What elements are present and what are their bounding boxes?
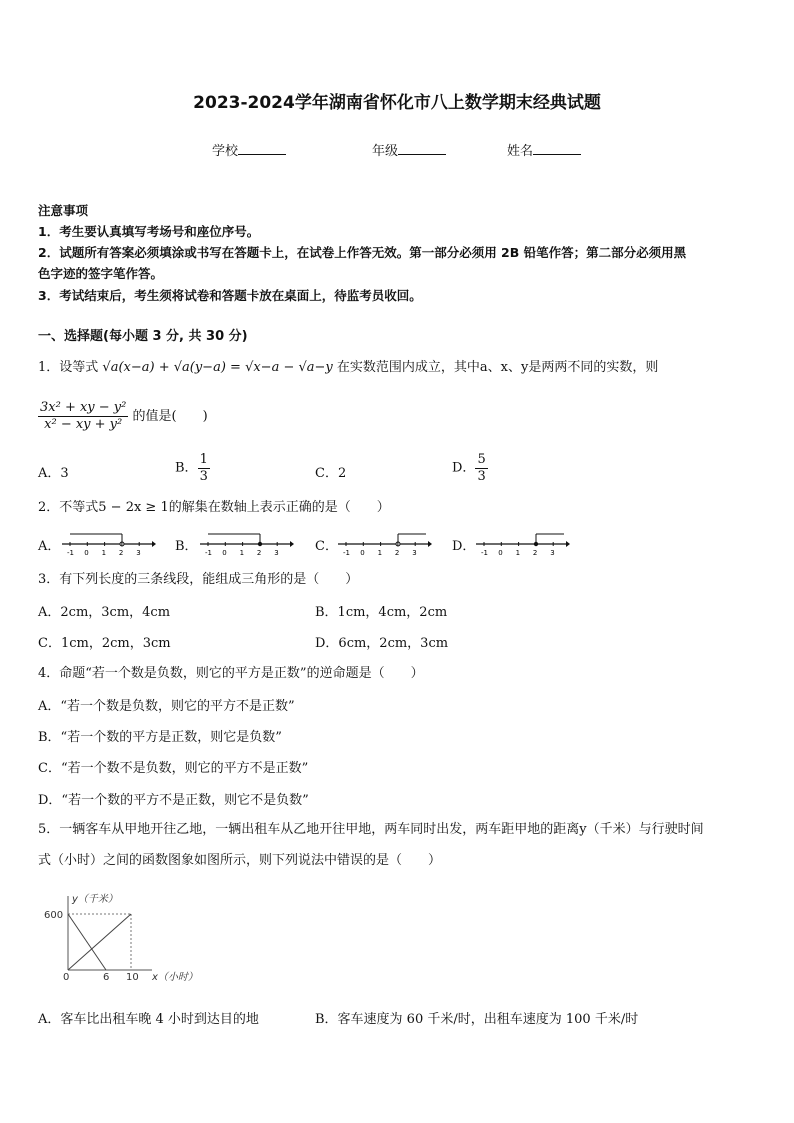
q1-option-c[interactable] <box>315 462 346 481</box>
number-line-tick-label: 2 <box>256 549 262 557</box>
notes-heading: 注意事项 <box>38 203 89 218</box>
grade-label: 年级 <box>372 144 399 159</box>
name-field[interactable] <box>507 140 581 159</box>
option-label: B． <box>175 539 198 554</box>
q4-option-a[interactable]: A．“若一个数是负数，则它的平方不是正数” <box>38 699 295 714</box>
q5-option-a[interactable]: A．客车比出租车晚 4 小时到达目的地 <box>38 1012 259 1027</box>
q1-fraction <box>38 400 128 433</box>
school-label: 学校 <box>212 144 239 159</box>
number-line-tick-label: 3 <box>274 549 279 557</box>
number-line-c <box>336 529 432 557</box>
number-line-tick-label: -1 <box>343 549 350 557</box>
number-line-tick-label: -1 <box>67 549 74 557</box>
grade-blank[interactable] <box>398 142 446 155</box>
graph-x-tick-10: 10 <box>126 972 139 983</box>
option-fraction-numerator: 1 <box>199 452 208 467</box>
question-1-stem <box>38 358 658 378</box>
number-line-tick-label: -1 <box>481 549 488 557</box>
number-line-tick-label: -1 <box>205 549 212 557</box>
question-1-fraction <box>38 400 208 433</box>
q1-option-d[interactable] <box>452 452 488 485</box>
name-blank[interactable] <box>533 142 581 155</box>
q3-option-d[interactable]: D．6cm，2cm，3cm <box>315 636 449 651</box>
option-fraction <box>475 452 487 485</box>
q4-option-d[interactable]: D．“若一个数的平方不是正数，则它不是负数” <box>38 793 309 808</box>
q4-option-c[interactable]: C．“若一个数不是负数，则它的平方不是正数” <box>38 761 309 776</box>
number-line-tick-label: 3 <box>412 549 417 557</box>
q3-option-c[interactable]: C．1cm，2cm，3cm <box>38 636 171 651</box>
note-item: 1．考生要认真填写考场号和座位序号。 <box>38 224 260 239</box>
note-item: 3．考试结束后，考生须将试卷和答题卡放在桌面上，待监考员收回。 <box>38 288 422 303</box>
q1-equation-left: √a(x−a) + √a(y−a) <box>102 360 226 375</box>
q2-option-d[interactable] <box>452 535 475 554</box>
note-item: 2．试题所有答案必须填涂或书写在答题卡上，在试卷上作答无效。第一部分必须用 2B 铅笔作答；第二部分必须用黑 <box>38 245 687 260</box>
option-label: A． <box>38 539 61 554</box>
question-5-stem-line1: 5．一辆客车从甲地开往乙地，一辆出租车从乙地开往甲地，两车同时出发，两车距甲地的距离y（千米）与行驶时间 <box>38 822 704 837</box>
question-4-stem: 4．命题“若一个数是负数，则它的平方是正数”的逆命题是（ ） <box>38 666 424 681</box>
q3-option-a[interactable]: A．2cm，3cm，4cm <box>38 605 171 620</box>
option-label: D． <box>452 460 476 476</box>
q1-equation-right: = √x−a − √a−y <box>230 360 333 375</box>
number-line-tick-label: 0 <box>222 549 227 557</box>
section-heading: 一、选择题(每小题 3 分, 共 30 分) <box>38 329 248 344</box>
q2-option-c[interactable] <box>315 535 338 554</box>
option-fraction-denominator: 3 <box>199 469 208 484</box>
question-3-stem: 3．有下列长度的三条线段，能组成三角形的是（ ） <box>38 572 359 587</box>
q4-option-b[interactable]: B．“若一个数的平方是正数，则它是负数” <box>38 730 282 745</box>
number-line-tick-label: 2 <box>394 549 400 557</box>
question-5-stem-line2: 式（小时）之间的函数图象如图所示，则下列说法中错误的是（ ） <box>38 853 442 868</box>
number-line-tick-label: 3 <box>136 549 141 557</box>
graph-y-tick: 600 <box>44 910 64 921</box>
option-fraction <box>198 452 210 485</box>
number-line-a <box>60 529 156 557</box>
number-line-tick-label: 1 <box>515 549 521 557</box>
option-label: C． <box>315 466 338 481</box>
distance-time-graph <box>40 890 220 990</box>
number-line-tick-label: 1 <box>101 549 107 557</box>
number-line-tick-label: 1 <box>239 549 245 557</box>
taxi-line <box>68 914 106 970</box>
option-fraction-denominator: 3 <box>477 469 486 484</box>
grade-field[interactable] <box>372 140 446 159</box>
school-blank[interactable] <box>238 142 286 155</box>
q2-option-a[interactable] <box>38 535 60 554</box>
q5-option-b[interactable]: B．客车速度为 60 千米/时，出租车速度为 100 千米/时 <box>315 1012 639 1027</box>
option-label: A． <box>38 466 61 481</box>
number-line-tick-label: 1 <box>377 549 383 557</box>
q1-fraction-denominator: x² − xy + y² <box>44 417 123 432</box>
option-label: D． <box>452 539 476 554</box>
bus-line <box>68 914 131 970</box>
number-line-tick-label: 0 <box>498 549 503 557</box>
note-item: 色字迹的签字笔作答。 <box>38 266 164 281</box>
name-label: 姓名 <box>507 144 534 159</box>
graph-x-label: x（小时） <box>152 972 198 983</box>
q3-option-b[interactable]: B．1cm，4cm，2cm <box>315 605 448 620</box>
option-label: C． <box>315 539 338 554</box>
q1-fraction-suffix: 的值是( ) <box>132 409 208 424</box>
graph-origin: 0 <box>63 972 70 983</box>
number-line-b <box>198 529 294 557</box>
q2-option-b[interactable] <box>175 535 198 554</box>
q1-option-b[interactable] <box>175 452 210 485</box>
q1-prefix: 1．设等式 <box>38 360 99 375</box>
option-fraction-numerator: 5 <box>477 452 486 467</box>
q1-option-a[interactable] <box>38 462 69 481</box>
school-field[interactable] <box>212 140 286 159</box>
graph-x-tick-6: 6 <box>103 972 110 983</box>
q1-suffix: 在实数范围内成立，其中a、x、y是两两不同的实数，则 <box>336 360 659 375</box>
number-line-tick-label: 2 <box>532 549 538 557</box>
graph-y-label: y（千米） <box>72 894 118 905</box>
option-value: 2 <box>337 466 347 481</box>
number-line-tick-label: 0 <box>360 549 365 557</box>
option-label: B． <box>175 460 198 476</box>
page-title: 2023-2024学年湖南省怀化市八上数学期末经典试题 <box>193 93 601 113</box>
number-line-tick-label: 3 <box>550 549 555 557</box>
q1-fraction-numerator: 3x² + xy − y² <box>40 400 127 415</box>
question-2-stem: 2．不等式5 − 2x ≥ 1的解集在数轴上表示正确的是（ ） <box>38 500 390 515</box>
number-line-tick-label: 0 <box>84 549 89 557</box>
number-line-tick-label: 2 <box>118 549 124 557</box>
number-line-d <box>474 529 570 557</box>
option-value: 3 <box>60 466 69 481</box>
